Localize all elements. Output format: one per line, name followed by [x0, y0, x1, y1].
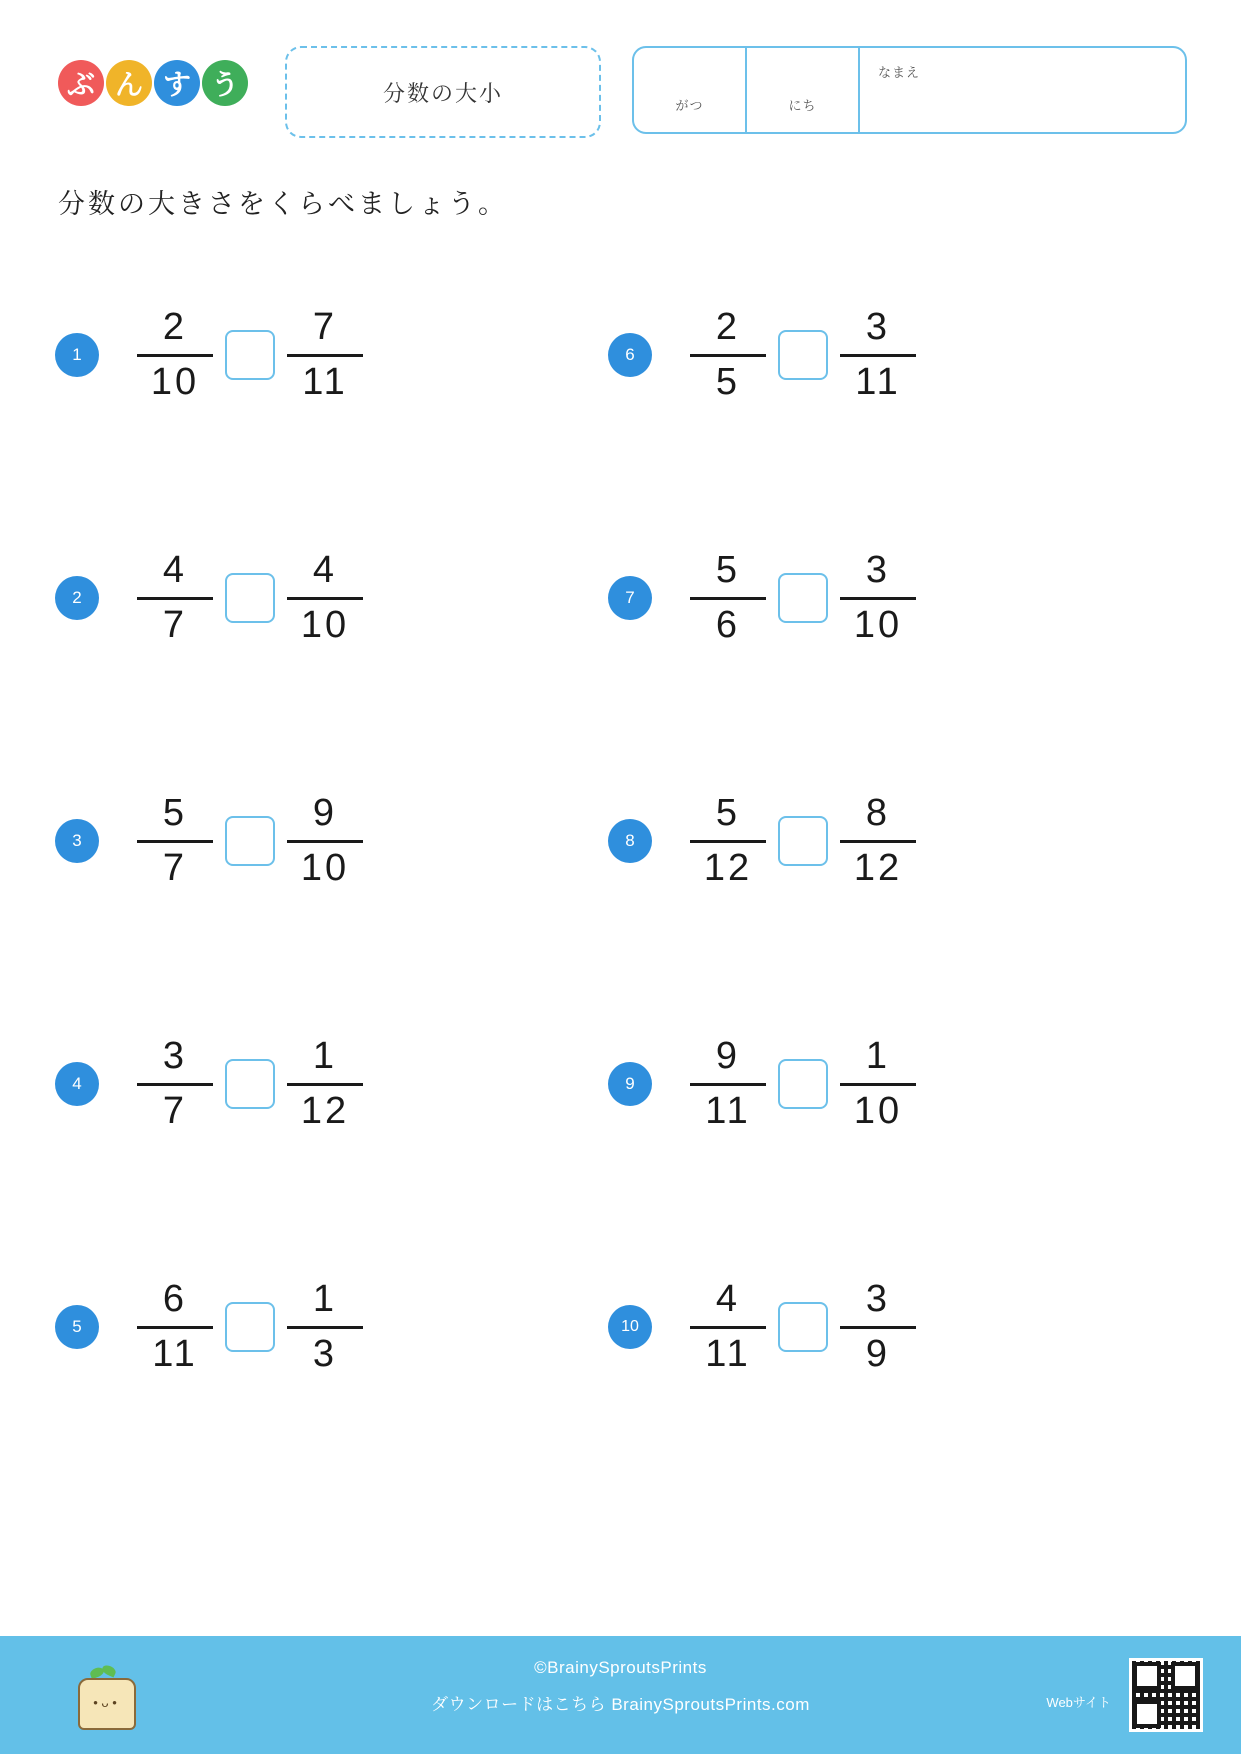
denominator: 12 — [853, 846, 903, 889]
numerator: 3 — [865, 305, 891, 348]
fraction-left — [129, 1035, 221, 1133]
answer-box[interactable] — [778, 816, 828, 866]
problem-number: 9 — [608, 1062, 652, 1106]
answer-box[interactable] — [225, 330, 275, 380]
problem-9 — [608, 1014, 924, 1154]
denominator: 12 — [300, 1089, 350, 1132]
fraction-left — [682, 1035, 774, 1133]
header — [50, 42, 1191, 134]
answer-box[interactable] — [225, 816, 275, 866]
answer-box[interactable] — [778, 1059, 828, 1109]
numerator: 1 — [865, 1034, 891, 1077]
denominator: 11 — [302, 360, 348, 403]
fraction-bar — [137, 354, 213, 357]
footer — [0, 1636, 1241, 1754]
fraction-left — [129, 792, 221, 890]
numerator: 3 — [865, 1277, 891, 1320]
fraction-left — [682, 549, 774, 647]
denominator: 10 — [300, 846, 350, 889]
qr-code-icon[interactable] — [1129, 1658, 1203, 1732]
fraction-bar — [690, 597, 766, 600]
fraction-left — [682, 792, 774, 890]
problem-3 — [55, 771, 371, 911]
denominator: 11 — [152, 1332, 198, 1375]
logo-char-3: す — [154, 60, 200, 106]
day-label: にち — [788, 98, 817, 113]
fraction-left — [129, 1278, 221, 1376]
numerator: 3 — [865, 548, 891, 591]
name-date-box — [632, 46, 1187, 134]
answer-box[interactable] — [778, 573, 828, 623]
denominator: 7 — [162, 846, 188, 889]
fraction-bar — [840, 840, 916, 843]
fraction-left — [129, 549, 221, 647]
problem-number: 10 — [608, 1305, 652, 1349]
fraction-bar — [840, 597, 916, 600]
problem-10 — [608, 1257, 924, 1397]
fraction-bar — [137, 1326, 213, 1329]
logo — [58, 60, 248, 106]
answer-box[interactable] — [225, 1059, 275, 1109]
problem-number: 8 — [608, 819, 652, 863]
fraction-bar — [287, 1326, 363, 1329]
denominator: 11 — [705, 1332, 751, 1375]
fraction-bar — [137, 597, 213, 600]
fraction-right — [832, 549, 924, 647]
numerator: 7 — [312, 305, 338, 348]
fraction-bar — [287, 597, 363, 600]
numerator: 3 — [162, 1034, 188, 1077]
fraction-right — [279, 549, 371, 647]
numerator: 4 — [715, 1277, 741, 1320]
problem-7 — [608, 528, 924, 668]
fraction-left — [682, 306, 774, 404]
numerator: 9 — [312, 791, 338, 834]
denominator: 10 — [853, 603, 903, 646]
denominator: 3 — [312, 1332, 338, 1375]
numerator: 2 — [162, 305, 188, 348]
problem-number: 1 — [55, 333, 99, 377]
copyright-text: ©BrainySproutsPrints — [534, 1658, 707, 1677]
problem-number: 2 — [55, 576, 99, 620]
mascot-face: • ᴗ • — [93, 1695, 117, 1710]
day-field[interactable] — [747, 48, 860, 132]
denominator: 7 — [162, 1089, 188, 1132]
name-field[interactable] — [860, 48, 1185, 132]
problem-number: 5 — [55, 1305, 99, 1349]
fraction-right — [832, 792, 924, 890]
problem-8 — [608, 771, 924, 911]
fraction-right — [279, 1035, 371, 1133]
numerator: 5 — [715, 548, 741, 591]
fraction-bar — [840, 1326, 916, 1329]
fraction-right — [279, 306, 371, 404]
answer-box[interactable] — [778, 1302, 828, 1352]
fraction-bar — [137, 1083, 213, 1086]
page-title: 分数の大小 — [382, 80, 503, 106]
problem-4 — [55, 1014, 371, 1154]
answer-box[interactable] — [225, 1302, 275, 1352]
problem-number: 6 — [608, 333, 652, 377]
logo-char-2: ん — [106, 60, 152, 106]
fraction-bar — [840, 354, 916, 357]
fraction-right — [279, 1278, 371, 1376]
numerator: 5 — [715, 791, 741, 834]
numerator: 1 — [312, 1277, 338, 1320]
numerator: 4 — [312, 548, 338, 591]
denominator: 10 — [150, 360, 200, 403]
fraction-left — [682, 1278, 774, 1376]
denominator: 7 — [162, 603, 188, 646]
logo-char-1: ぶ — [58, 60, 104, 106]
denominator: 5 — [715, 360, 741, 403]
instruction-text: 分数の大きさをくらべましょう。 — [58, 189, 508, 219]
problem-6 — [608, 285, 924, 425]
problem-5 — [55, 1257, 371, 1397]
answer-box[interactable] — [225, 573, 275, 623]
worksheet-title-box — [285, 46, 601, 138]
answer-box[interactable] — [778, 330, 828, 380]
denominator: 10 — [853, 1089, 903, 1132]
denominator: 10 — [300, 603, 350, 646]
fraction-left — [129, 306, 221, 404]
numerator: 8 — [865, 791, 891, 834]
fraction-bar — [840, 1083, 916, 1086]
fraction-right — [832, 1035, 924, 1133]
problem-number: 3 — [55, 819, 99, 863]
problem-2 — [55, 528, 371, 668]
month-label: がつ — [675, 98, 704, 113]
fraction-bar — [690, 840, 766, 843]
numerator: 2 — [715, 305, 741, 348]
fraction-bar — [690, 1083, 766, 1086]
numerator: 1 — [312, 1034, 338, 1077]
denominator: 11 — [855, 360, 901, 403]
fraction-bar — [690, 354, 766, 357]
numerator: 5 — [162, 791, 188, 834]
numerator: 4 — [162, 548, 188, 591]
fraction-bar — [287, 840, 363, 843]
name-label: なまえ — [878, 65, 921, 80]
fraction-right — [832, 1278, 924, 1376]
numerator: 9 — [715, 1034, 741, 1077]
denominator: 6 — [715, 603, 741, 646]
fraction-right — [832, 306, 924, 404]
fraction-bar — [287, 354, 363, 357]
denominator: 12 — [703, 846, 753, 889]
download-text: ダウンロードはこちら BrainySproutsPrints.com — [431, 1695, 810, 1714]
problem-1 — [55, 285, 371, 425]
website-label: Webサイト — [1046, 1695, 1111, 1710]
denominator: 11 — [705, 1089, 751, 1132]
fraction-right — [279, 792, 371, 890]
denominator: 9 — [865, 1332, 891, 1375]
problem-number: 4 — [55, 1062, 99, 1106]
logo-char-4: う — [202, 60, 248, 106]
fraction-bar — [137, 840, 213, 843]
fraction-bar — [690, 1326, 766, 1329]
numerator: 6 — [162, 1277, 188, 1320]
problem-number: 7 — [608, 576, 652, 620]
fraction-bar — [287, 1083, 363, 1086]
month-field[interactable] — [634, 48, 747, 132]
